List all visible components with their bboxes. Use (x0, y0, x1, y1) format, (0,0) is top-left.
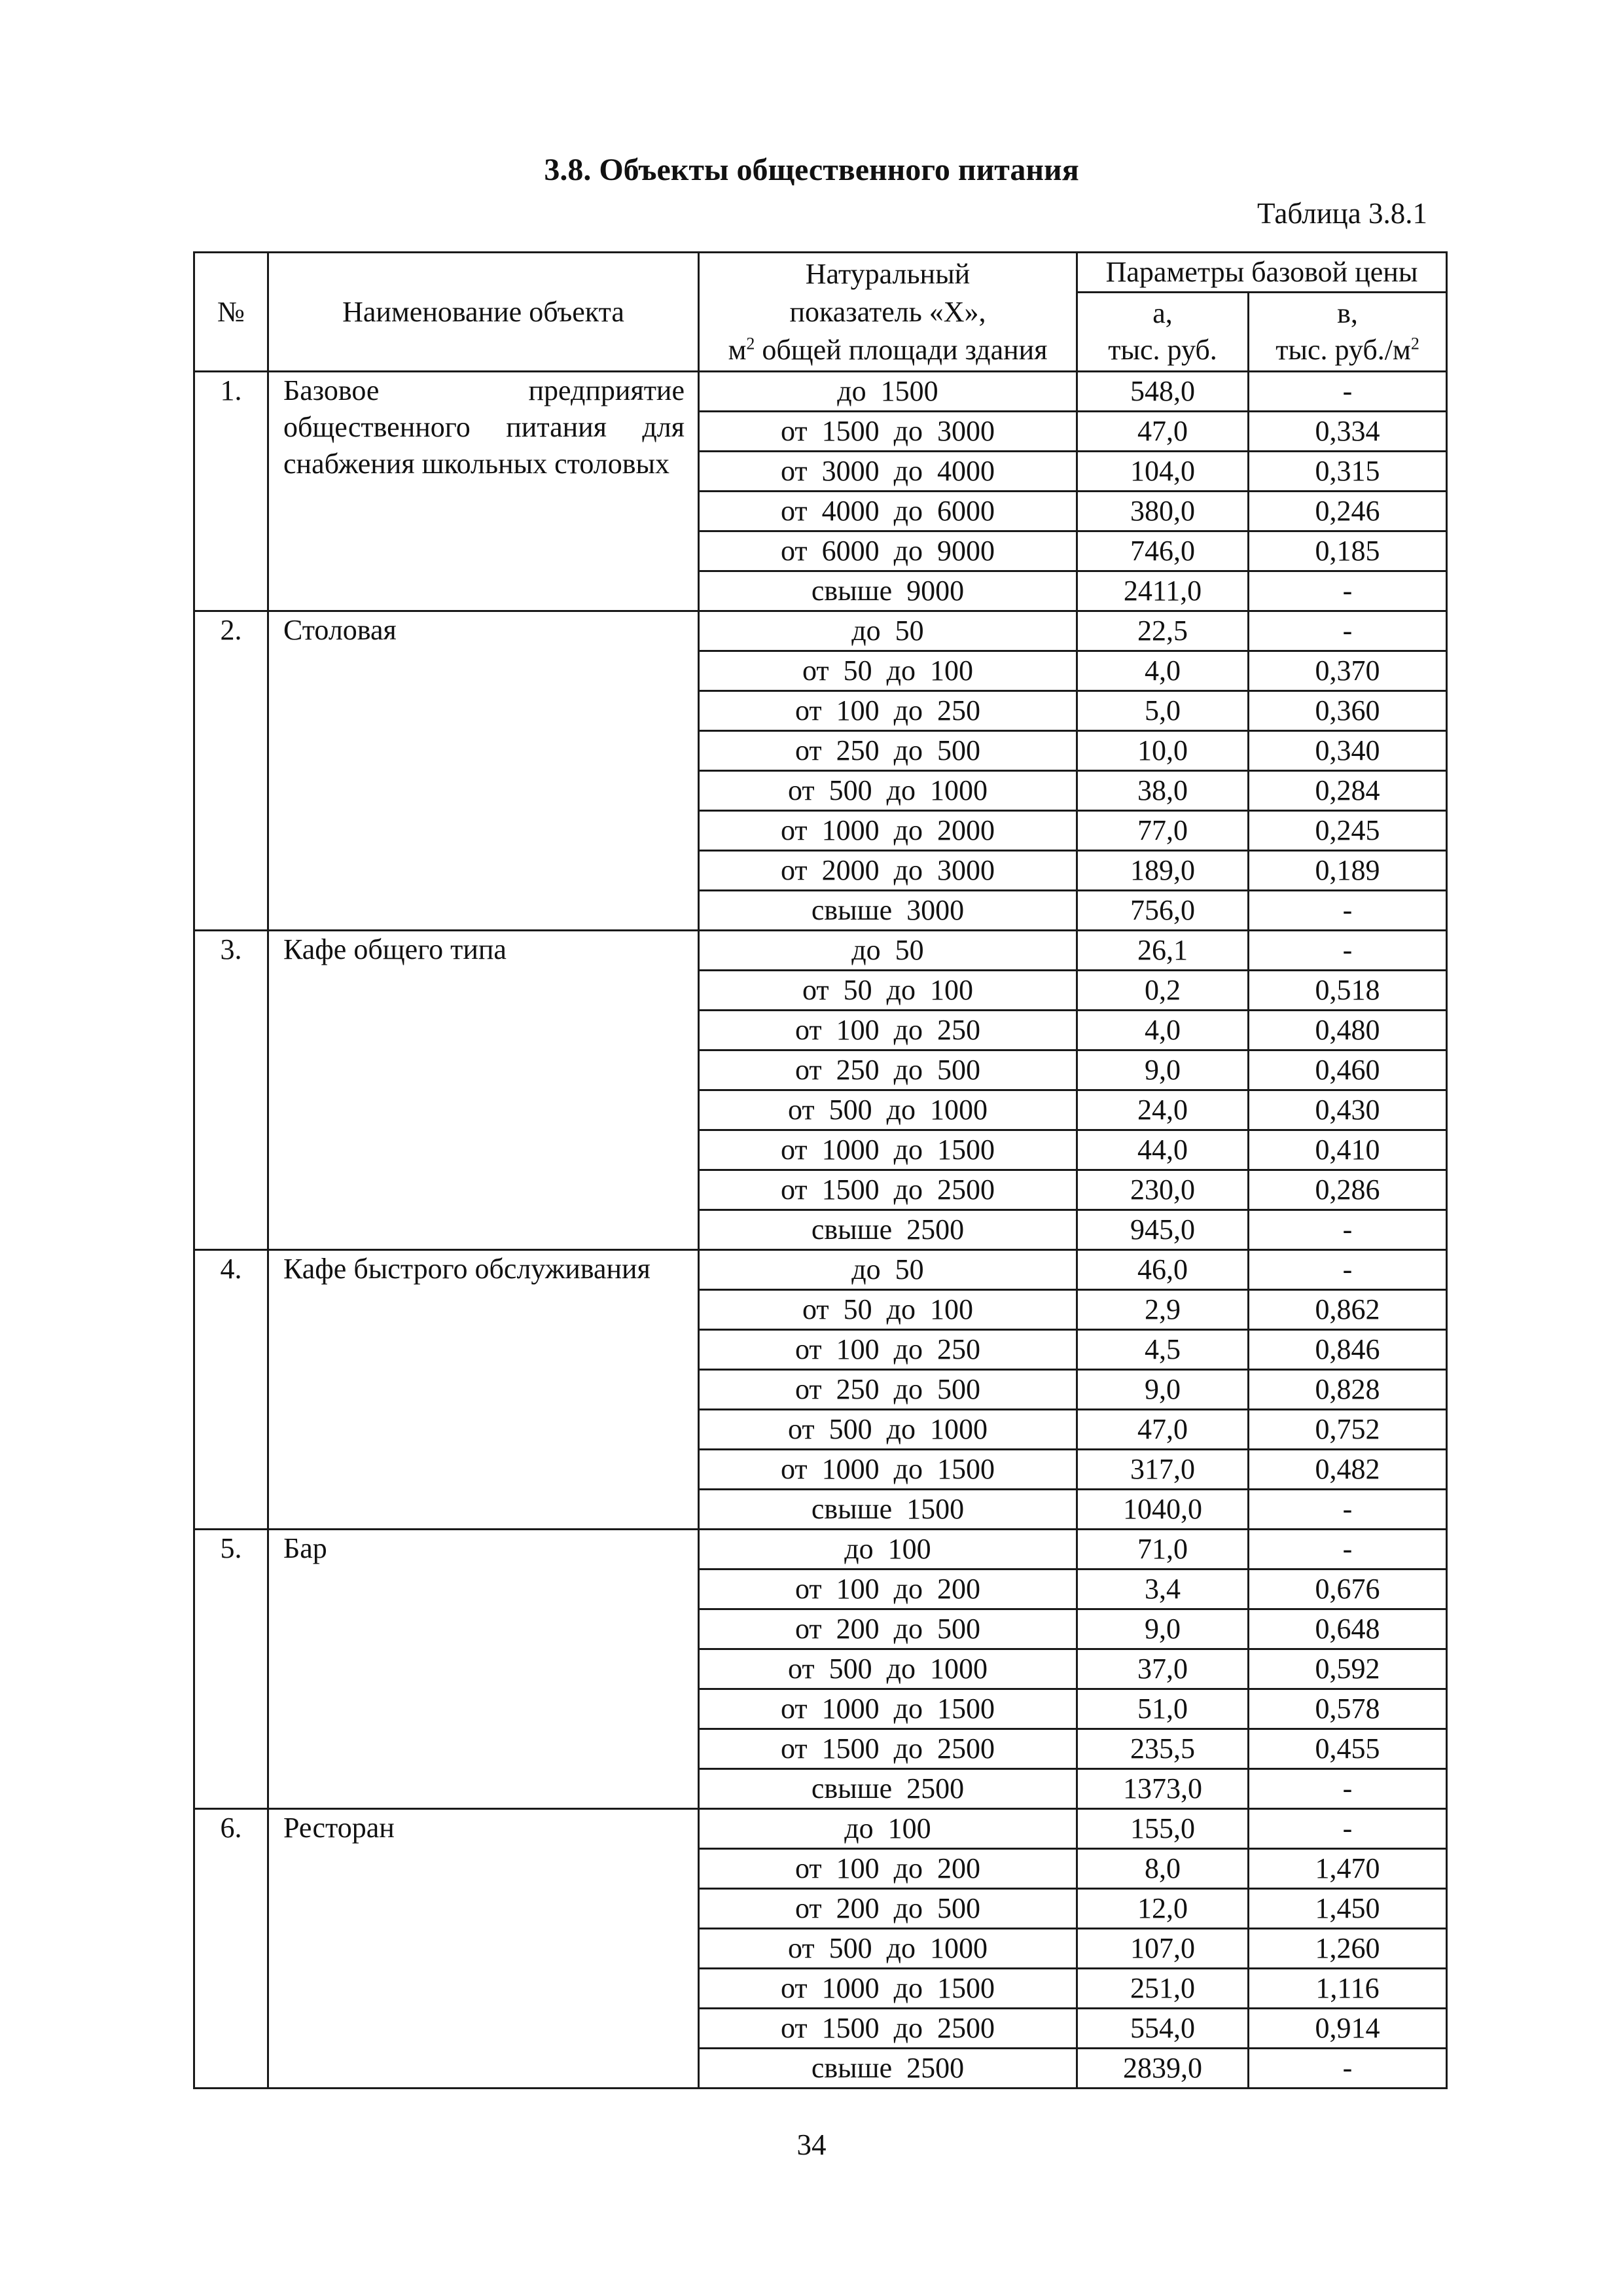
object-name: Базовое предприятие общественного питания для снабжения школьных столовых (268, 372, 699, 611)
param-b: 0,862 (1249, 1290, 1447, 1330)
param-a: 44,0 (1077, 1130, 1249, 1170)
area-range: от 1000 до 1500 (699, 1689, 1077, 1729)
row-number: 6. (194, 1809, 268, 2089)
header-params: Параметры базовой цены (1077, 253, 1447, 293)
param-b: - (1249, 1769, 1447, 1809)
param-b: 1,260 (1249, 1929, 1447, 1969)
param-b: 0,578 (1249, 1689, 1447, 1729)
row-number: 1. (194, 372, 268, 611)
area-range: от 50 до 100 (699, 971, 1077, 1011)
area-range: от 100 до 200 (699, 1849, 1077, 1889)
header-indicator-line2: показатель «Х», (789, 295, 986, 328)
object-name: Бар (268, 1530, 699, 1809)
param-a: 12,0 (1077, 1889, 1249, 1929)
param-a: 10,0 (1077, 731, 1249, 771)
param-b: 0,189 (1249, 851, 1447, 891)
param-b: 0,334 (1249, 412, 1447, 452)
param-b: 0,185 (1249, 531, 1447, 571)
header-b-unit: тыс. руб./м (1275, 334, 1411, 366)
table-row (194, 611, 1447, 651)
area-range: до 50 (699, 1250, 1077, 1290)
area-range: от 50 до 100 (699, 651, 1077, 691)
param-b: 0,284 (1249, 771, 1447, 811)
param-b: 1,116 (1249, 1969, 1447, 2009)
param-a: 317,0 (1077, 1450, 1249, 1490)
area-range: свыше 3000 (699, 891, 1077, 931)
area-range: от 1000 до 1500 (699, 1130, 1077, 1170)
object-name: Столовая (268, 611, 699, 931)
table-row (194, 1250, 1447, 1290)
area-range: от 50 до 100 (699, 1290, 1077, 1330)
param-b: 0,518 (1249, 971, 1447, 1011)
area-range: от 500 до 1000 (699, 1090, 1077, 1130)
area-range: от 1500 до 2500 (699, 1170, 1077, 1210)
area-range: от 250 до 500 (699, 731, 1077, 771)
param-b: - (1249, 1490, 1447, 1530)
area-range: от 200 до 500 (699, 1609, 1077, 1649)
param-b: 0,648 (1249, 1609, 1447, 1649)
param-a: 548,0 (1077, 372, 1249, 412)
param-a: 37,0 (1077, 1649, 1249, 1689)
area-range: от 2000 до 3000 (699, 851, 1077, 891)
header-num: № (194, 253, 268, 372)
table-body (194, 372, 1447, 2089)
header-indicator-line1: Натуральный (805, 257, 971, 290)
area-range: от 1000 до 2000 (699, 811, 1077, 851)
param-b: 0,360 (1249, 691, 1447, 731)
header-b-unit-sup: 2 (1410, 334, 1419, 353)
param-a: 945,0 (1077, 1210, 1249, 1250)
row-number: 5. (194, 1530, 268, 1809)
param-a: 235,5 (1077, 1729, 1249, 1769)
area-range: свыше 9000 (699, 571, 1077, 611)
area-range: от 4000 до 6000 (699, 492, 1077, 531)
param-b: 0,410 (1249, 1130, 1447, 1170)
area-range: до 100 (699, 1809, 1077, 1849)
param-a: 756,0 (1077, 891, 1249, 931)
header-b-line1: в, (1337, 297, 1358, 329)
area-range: свыше 2500 (699, 1769, 1077, 1809)
area-range: до 50 (699, 611, 1077, 651)
param-a: 251,0 (1077, 1969, 1249, 2009)
area-range: от 1000 до 1500 (699, 1450, 1077, 1490)
param-a: 77,0 (1077, 811, 1249, 851)
param-b: 0,480 (1249, 1011, 1447, 1050)
section-title: 3.8. Объекты общественного питания (544, 152, 1079, 187)
param-a: 9,0 (1077, 1370, 1249, 1410)
param-a: 38,0 (1077, 771, 1249, 811)
param-b: - (1249, 611, 1447, 651)
table-row (194, 1809, 1447, 1849)
param-b: 0,315 (1249, 452, 1447, 492)
param-b: 0,340 (1249, 731, 1447, 771)
header-indicator-unit: м (728, 333, 747, 366)
price-parameters-table (193, 251, 1448, 2089)
param-a: 71,0 (1077, 1530, 1249, 1570)
area-range: от 250 до 500 (699, 1050, 1077, 1090)
param-b: 0,286 (1249, 1170, 1447, 1210)
header-a-line1: а, (1152, 297, 1173, 329)
area-range: свыше 1500 (699, 1490, 1077, 1530)
param-b: 0,430 (1249, 1090, 1447, 1130)
param-a: 2411,0 (1077, 571, 1249, 611)
param-a: 380,0 (1077, 492, 1249, 531)
area-range: от 1500 до 2500 (699, 1729, 1077, 1769)
header-name: Наименование объекта (268, 253, 699, 372)
area-range: от 1500 до 3000 (699, 412, 1077, 452)
param-b: - (1249, 891, 1447, 931)
area-range: от 500 до 1000 (699, 1649, 1077, 1689)
row-number: 3. (194, 931, 268, 1250)
header-b-line2 (1249, 332, 1446, 368)
param-b: 0,482 (1249, 1450, 1447, 1490)
header-a-line2: тыс. руб. (1108, 334, 1217, 366)
area-range: от 1000 до 1500 (699, 1969, 1077, 2009)
area-range: от 500 до 1000 (699, 771, 1077, 811)
param-a: 46,0 (1077, 1250, 1249, 1290)
table-row (194, 931, 1447, 971)
area-range: до 1500 (699, 372, 1077, 412)
param-a: 230,0 (1077, 1170, 1249, 1210)
header-indicator-unit-sup: 2 (746, 333, 755, 353)
param-b: 0,460 (1249, 1050, 1447, 1090)
param-a: 24,0 (1077, 1090, 1249, 1130)
param-b: 0,455 (1249, 1729, 1447, 1769)
param-a: 8,0 (1077, 1849, 1249, 1889)
row-number: 4. (194, 1250, 268, 1530)
param-a: 746,0 (1077, 531, 1249, 571)
object-name: Ресторан (268, 1809, 699, 2089)
header-indicator-line3 (700, 331, 1076, 369)
param-a: 26,1 (1077, 931, 1249, 971)
area-range: свыше 2500 (699, 2049, 1077, 2089)
area-range: от 3000 до 4000 (699, 452, 1077, 492)
object-name: Кафе быстрого обслуживания (268, 1250, 699, 1530)
header-a (1077, 293, 1249, 372)
header-row-1 (194, 253, 1447, 293)
param-a: 3,4 (1077, 1570, 1249, 1609)
param-b: - (1249, 1250, 1447, 1290)
param-b: 0,245 (1249, 811, 1447, 851)
area-range: от 6000 до 9000 (699, 531, 1077, 571)
param-b: - (1249, 1210, 1447, 1250)
param-a: 9,0 (1077, 1050, 1249, 1090)
header-b (1249, 293, 1447, 372)
area-range: от 1500 до 2500 (699, 2009, 1077, 2049)
table-row (194, 372, 1447, 412)
param-a: 2,9 (1077, 1290, 1249, 1330)
param-b: 0,592 (1249, 1649, 1447, 1689)
param-b: 0,752 (1249, 1410, 1447, 1450)
param-a: 1373,0 (1077, 1769, 1249, 1809)
param-b: 0,370 (1249, 651, 1447, 691)
param-b: 1,470 (1249, 1849, 1447, 1889)
area-range: от 250 до 500 (699, 1370, 1077, 1410)
param-b: 0,914 (1249, 2009, 1447, 2049)
area-range: свыше 2500 (699, 1210, 1077, 1250)
param-b: - (1249, 931, 1447, 971)
param-a: 4,0 (1077, 651, 1249, 691)
param-a: 107,0 (1077, 1929, 1249, 1969)
param-b: - (1249, 1809, 1447, 1849)
param-a: 104,0 (1077, 452, 1249, 492)
area-range: от 500 до 1000 (699, 1929, 1077, 1969)
param-a: 47,0 (1077, 412, 1249, 452)
param-b: - (1249, 571, 1447, 611)
param-a: 4,0 (1077, 1011, 1249, 1050)
area-range: от 500 до 1000 (699, 1410, 1077, 1450)
param-a: 22,5 (1077, 611, 1249, 651)
area-range: от 100 до 250 (699, 691, 1077, 731)
page-number: 34 (796, 2128, 827, 2161)
header-indicator (699, 253, 1077, 372)
table-row (194, 1530, 1447, 1570)
param-b: - (1249, 372, 1447, 412)
param-a: 0,2 (1077, 971, 1249, 1011)
param-a: 47,0 (1077, 1410, 1249, 1450)
area-range: до 100 (699, 1530, 1077, 1570)
param-b: 1,450 (1249, 1889, 1447, 1929)
param-a: 554,0 (1077, 2009, 1249, 2049)
area-range: от 100 до 250 (699, 1011, 1077, 1050)
param-a: 5,0 (1077, 691, 1249, 731)
object-name: Кафе общего типа (268, 931, 699, 1250)
param-a: 189,0 (1077, 851, 1249, 891)
param-b: - (1249, 2049, 1447, 2089)
param-a: 1040,0 (1077, 1490, 1249, 1530)
param-a: 51,0 (1077, 1689, 1249, 1729)
area-range: от 200 до 500 (699, 1889, 1077, 1929)
header-indicator-unit-text: общей площади здания (755, 333, 1048, 366)
area-range: до 50 (699, 931, 1077, 971)
param-b: 0,246 (1249, 492, 1447, 531)
area-range: от 100 до 200 (699, 1570, 1077, 1609)
row-number: 2. (194, 611, 268, 931)
param-b: 0,828 (1249, 1370, 1447, 1410)
param-b: 0,676 (1249, 1570, 1447, 1609)
table-header (194, 253, 1447, 372)
param-a: 4,5 (1077, 1330, 1249, 1370)
area-range: от 100 до 250 (699, 1330, 1077, 1370)
param-b: 0,846 (1249, 1330, 1447, 1370)
param-a: 9,0 (1077, 1609, 1249, 1649)
param-a: 2839,0 (1077, 2049, 1249, 2089)
table-label: Таблица 3.8.1 (1257, 197, 1427, 230)
param-a: 155,0 (1077, 1809, 1249, 1849)
param-b: - (1249, 1530, 1447, 1570)
